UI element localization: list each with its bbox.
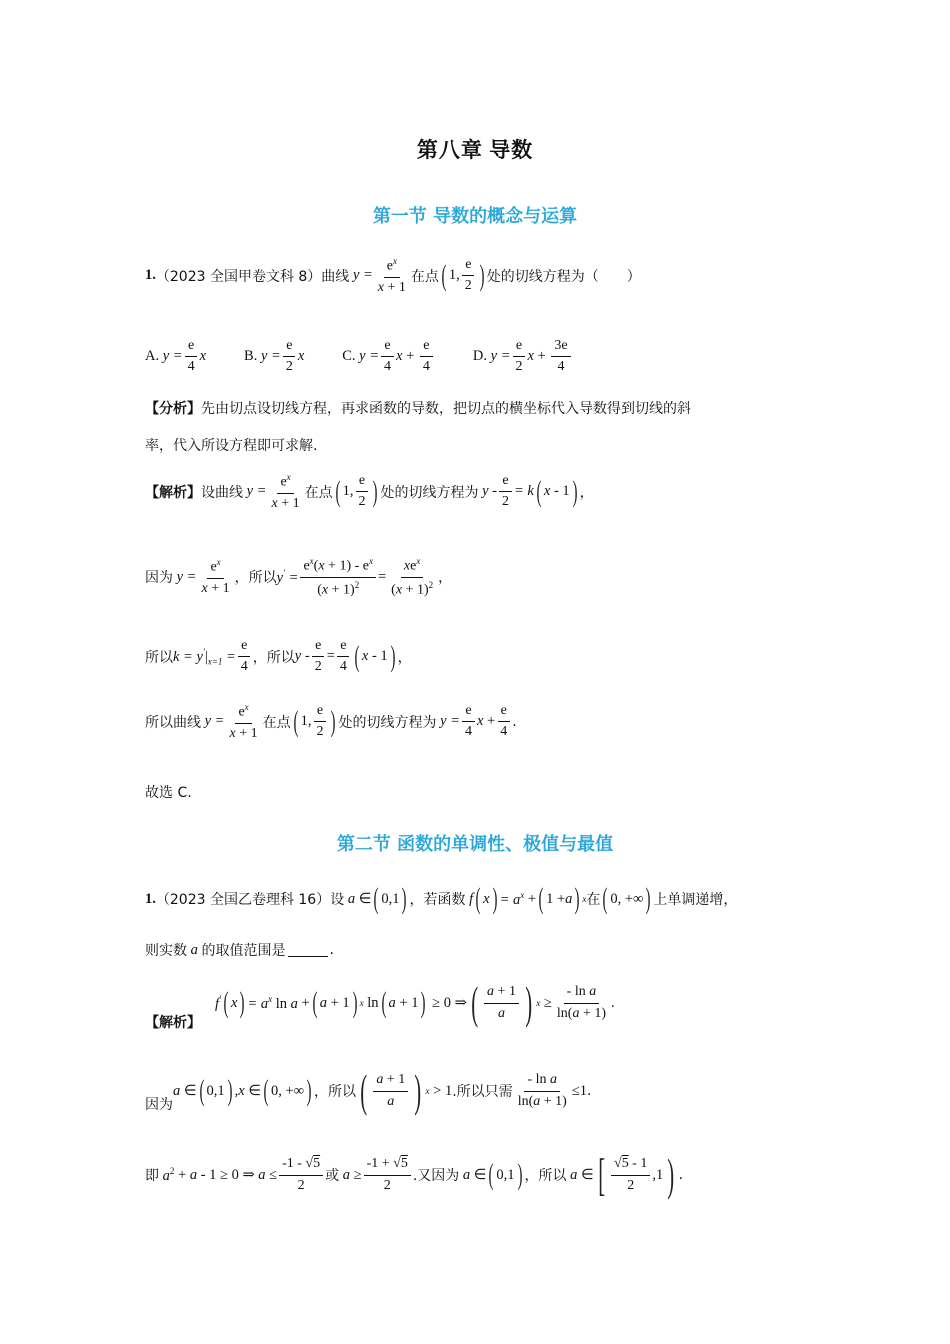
- solution2-line-2: 因为 a ∈ ( 0,1 ) , x ∈ ( 0, +∞ ) ，所以 ( $\frac{a + 1}{a}$ ) x > 1 .所以只需 $\frac{\text{- ln a}}{\ln(a + 1)}$ ≤1 .: [145, 1065, 592, 1116]
- text: .: [329, 942, 334, 958]
- text: ，所以: [234, 570, 277, 587]
- section-title-2: 第二节 函数的单调性、极值与最值: [336, 834, 614, 855]
- text: 所以: [145, 649, 173, 666]
- text: 在: [586, 892, 601, 908]
- text: 因为: [145, 570, 173, 587]
- text: .: [587, 1083, 592, 1099]
- solution-tag: 【解析】: [145, 484, 201, 501]
- option-a[interactable]: A. y = $\frac{e}{4}$ x: [145, 338, 207, 375]
- text: ，: [579, 484, 594, 501]
- options-row: [145, 338, 573, 375]
- option-d[interactable]: D. y = $\frac{e}{2}$ x + $\frac{3e}{4}$: [473, 338, 573, 375]
- text: ，所以: [252, 649, 295, 666]
- analysis-text: 先由切点设切线方程，再求函数的导数，把切点的横坐标代入导数得到切线的斜: [201, 401, 691, 417]
- text: ，所以: [524, 1168, 567, 1184]
- text: .: [512, 713, 517, 730]
- text: 则实数: [145, 943, 187, 959]
- solution-line-3: 所以 $k = y'|_{x=1}$ = $\frac{e}{4}$ ，所以 y - $\frac{e}{2}$ = $\frac{e}{4}$ ( x - 1 ) ，: [145, 638, 412, 675]
- question-2-stem: 1. （2023 全国乙卷理科 16）设 a ∈ ( 0,1 ) ，若函数 f ( x ) = $a^x$ + ( 1 + a ) x 在 ( 0, +∞ ) 上单调递增，: [145, 882, 738, 915]
- solution2-formula-1: f′ ( x ) = $a^x$ ln a + ( a + 1 ) x ln ( a + 1 ) ≥ 0 ⇒ ( $\frac{a + 1}{a}$ ) x ≥ $\frac{\text{- ln a}}{\ln(a + 1)}$ .: [215, 977, 615, 1028]
- answer: 故选 C.: [145, 785, 192, 801]
- solution-line-2: 因为 y = $\frac{e^x}{x + 1}$ ，所以 y′ = $\frac{e^x(x + 1) - e^x}{(x + 1)^2}$ = $\frac{xe^x}{(x + 1)^2}$ ，: [145, 556, 453, 598]
- solution-line-4: 所以曲线 y = $\frac{e^x}{x + 1}$ 在点 ( 1, $\frac{e}{2}$ ) 处的切线方程为 y = $\frac{e}{4}$ x + $\frac{e}{4}$ .: [145, 702, 517, 741]
- solution-line-1: 【解析】 设曲线 y = $\frac{e^x}{x + 1}$ 在点 ( 1, $\frac{e}{2}$ ) 处的切线方程为 y - $\frac{e}{2}$ = k ( x - 1 ) ，: [145, 472, 594, 511]
- question-2-line-2: 则实数 a 的取值范围是 .: [145, 941, 334, 959]
- text: .又因为: [412, 1168, 460, 1184]
- answer-line: [145, 782, 192, 802]
- question-number: 1.: [145, 890, 156, 907]
- text: ，: [397, 649, 412, 666]
- fraction: $\frac{e^x}{x + 1}$: [377, 256, 406, 295]
- question-number: 1.: [145, 267, 156, 284]
- text: 处的切线方程为: [338, 714, 437, 731]
- answer-blank: [288, 944, 328, 957]
- text: .: [678, 1167, 684, 1183]
- text: 因为: [145, 1097, 173, 1113]
- solution2-tag-line: [145, 1012, 201, 1032]
- text: 在点: [410, 268, 439, 285]
- analysis-line-2: [145, 435, 317, 455]
- text: 所以曲线: [145, 714, 201, 731]
- solution-tag: 【解析】: [145, 1015, 201, 1031]
- text: 处的切线方程为: [380, 484, 479, 501]
- text: 在点: [304, 484, 333, 501]
- analysis-line-1: [145, 398, 691, 418]
- formula: y =: [349, 267, 373, 284]
- text: 设曲线: [201, 484, 243, 501]
- text: ，若函数: [409, 892, 466, 908]
- option-b[interactable]: B. y = $\frac{e}{2}$ x: [244, 338, 305, 375]
- question-source: （2023 全国乙卷理科 16）设: [155, 892, 345, 908]
- text: ，: [438, 570, 453, 587]
- chapter-title: 第八章 导数: [416, 138, 534, 162]
- text: 处的切线方程为（ ）: [486, 268, 641, 285]
- option-c[interactable]: C. y = $\frac{e}{4}$ x + $\frac{e}{4}$: [342, 338, 435, 375]
- text: ，所以: [313, 1084, 356, 1100]
- section-title-1: 第一节 导数的概念与运算: [372, 206, 578, 227]
- text: 在点: [262, 714, 291, 731]
- text: 或: [325, 1168, 340, 1184]
- analysis-tag: 【分析】: [145, 401, 201, 417]
- text: 即: [145, 1168, 159, 1184]
- question-source: （2023 全国甲卷文科 8）曲线: [155, 268, 350, 285]
- solution2-line-3: 即 $a^2$ + a - 1 ≥ 0 ⇒ a ≤ $\frac{-1 - √5}{2}$ 或 a ≥ $\frac{-1 + √5}{2}$ .又因为 a ∈ ( 0,1 ) ，所以 a ∈ [ $\frac{√5 - 1}{2}$ ,1 ) .: [145, 1149, 684, 1200]
- text: .所以只需: [452, 1084, 513, 1100]
- text: 上单调递增，: [653, 892, 738, 908]
- text: 的取值范围是: [201, 943, 286, 959]
- question-1-stem: 1. （2023 全国甲卷文科 8）曲线 y = $\frac{e^x}{x + 1}$ 在点 ( 1, $\frac{e}{2}$ ) 处的切线方程为（ ）: [145, 256, 641, 295]
- analysis-text: 率，代入所设方程即可求解.: [145, 438, 318, 454]
